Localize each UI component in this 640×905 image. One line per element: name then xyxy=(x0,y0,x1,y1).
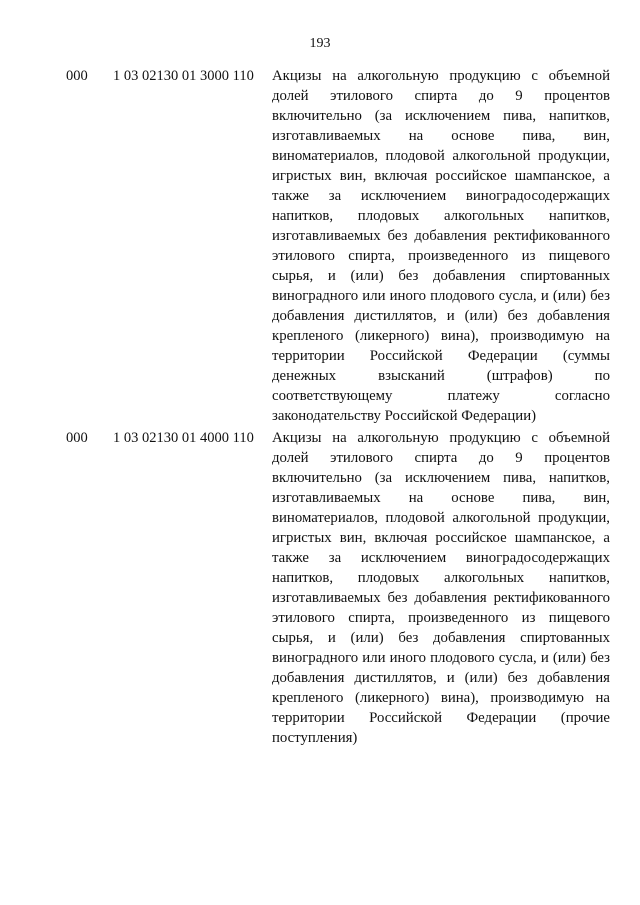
description-line: виноградного или иного плодового сусла, и (или) без xyxy=(272,288,610,304)
description-line: изготавливаемых на основе пива, вин, xyxy=(272,490,610,506)
description-line: виноматериалов, плодовой алкогольной продукции, xyxy=(272,148,610,164)
description-line: сырья, и (или) без добавления спиртованных xyxy=(272,630,610,646)
description-line: напитков, плодовых алкогольных напитков, xyxy=(272,208,610,224)
description-line: также за исключением виноградосодержащих xyxy=(272,188,610,204)
description-line: законодательству Российской Федерации) xyxy=(272,408,537,424)
description-line: также за исключением виноградосодержащих xyxy=(272,550,610,566)
budget-classification-code: 1 03 02130 01 4000 110 xyxy=(113,430,254,446)
description-line: соответствующему платежу согласно xyxy=(272,388,610,404)
description-line: крепленого (ликерного) вина), производимую на xyxy=(272,328,610,344)
description-line: долей этилового спирта до 9 процентов xyxy=(272,450,610,466)
description-line: сырья, и (или) без добавления спиртованных xyxy=(272,268,610,284)
description-line: игристых вин, включая российское шампанское, а xyxy=(272,530,610,546)
description-line: изготавливаемых на основе пива, вин, xyxy=(272,128,610,144)
description-line: территории Российской Федерации (прочие xyxy=(272,710,610,726)
description-line: Акцизы на алкогольную продукцию с объемной xyxy=(272,430,610,446)
admin-code: 000 xyxy=(66,430,88,446)
description-line: напитков, плодовых алкогольных напитков, xyxy=(272,570,610,586)
description-line: Акцизы на алкогольную продукцию с объемной xyxy=(272,68,610,84)
description-line: изготавливаемых без добавления ректификованного xyxy=(272,228,610,244)
description-line: виноградного или иного плодового сусла, и (или) без xyxy=(272,650,610,666)
description-line: крепленого (ликерного) вина), производимую на xyxy=(272,690,610,706)
description-line: этилового спирта, произведенного из пищевого xyxy=(272,248,610,264)
description-line: поступления) xyxy=(272,730,358,746)
description-line: игристых вин, включая российское шампанское, а xyxy=(272,168,610,184)
description-line: добавления дистиллятов, и (или) без добавления xyxy=(272,670,610,686)
description-line: включительно (за исключением пива, напитков, xyxy=(272,108,610,124)
admin-code: 000 xyxy=(66,68,88,84)
description-line: изготавливаемых без добавления ректификованного xyxy=(272,590,610,606)
description-line: включительно (за исключением пива, напитков, xyxy=(272,470,610,486)
description-line: денежных взысканий (штрафов) по xyxy=(272,368,610,384)
description-line: долей этилового спирта до 9 процентов xyxy=(272,88,610,104)
entry-description xyxy=(272,66,610,426)
entry-description xyxy=(272,428,610,748)
description-line: территории Российской Федерации (суммы xyxy=(272,348,610,364)
budget-classification-code: 1 03 02130 01 3000 110 xyxy=(113,68,254,84)
description-line: добавления дистиллятов, и (или) без добавления xyxy=(272,308,610,324)
page-number: 193 xyxy=(309,36,331,51)
description-line: виноматериалов, плодовой алкогольной продукции, xyxy=(272,510,610,526)
description-line: этилового спирта, произведенного из пищевого xyxy=(272,610,610,626)
